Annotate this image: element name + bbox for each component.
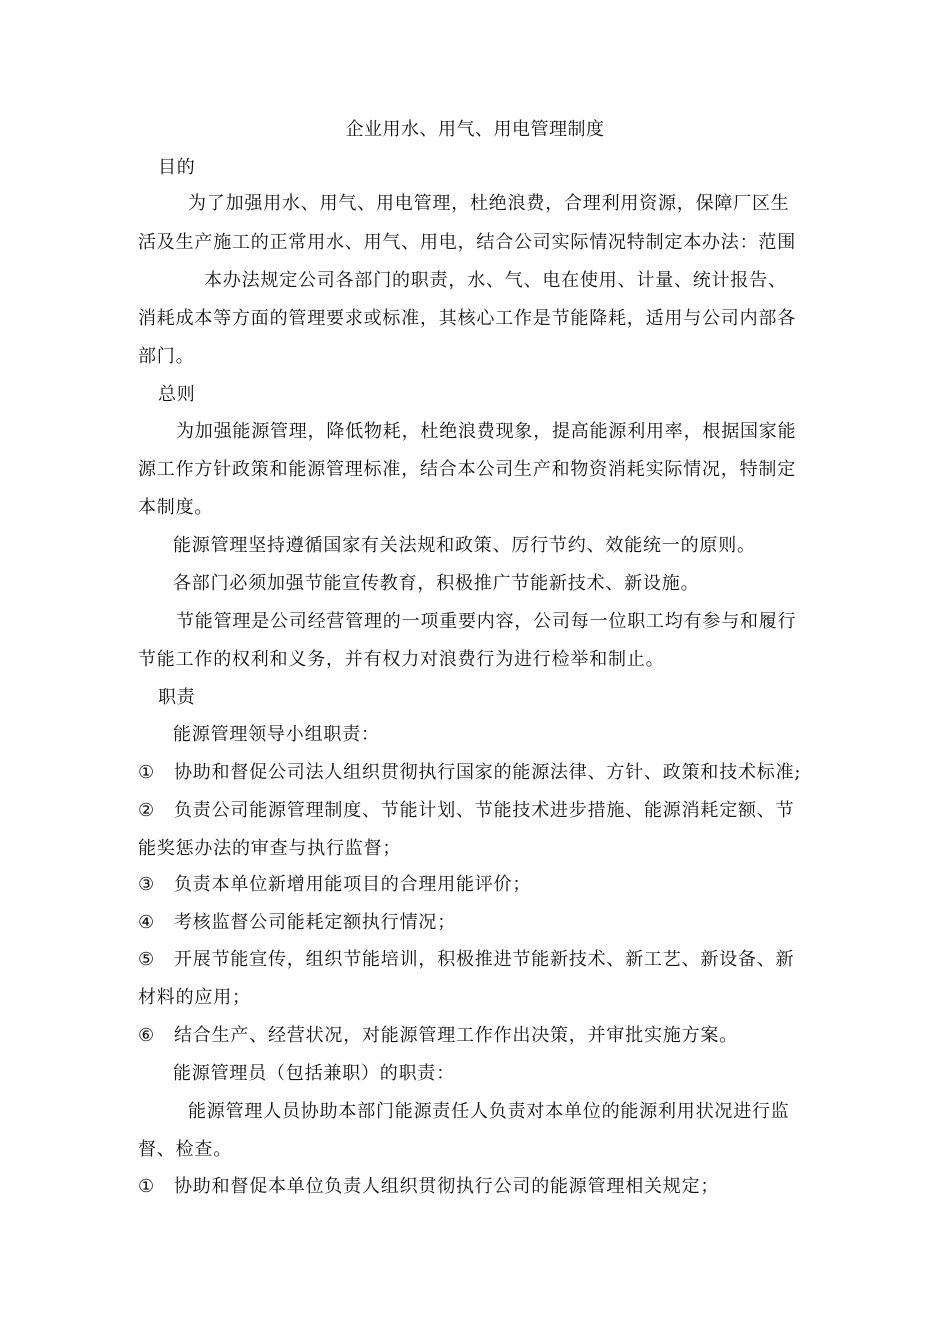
list-number: ⑤	[138, 949, 155, 970]
paragraph-line: 活及生产施工的正常用水、用气、用电，结合公司实际情况特制定本办法：范围	[138, 232, 797, 253]
section-heading-purpose: 目的	[158, 157, 196, 178]
list-number: ④	[138, 912, 155, 933]
paragraph-line: 源工作方针政策和能源管理标准，结合本公司生产和物资消耗实际情况，特制定	[138, 459, 796, 480]
list-number: ②	[138, 800, 155, 821]
list-number: ⑥	[138, 1025, 155, 1046]
paragraph-line: 各部门必须加强节能宣传教育，积极推广节能新技术、新设施。	[173, 573, 700, 594]
list-number: ①	[138, 1176, 155, 1197]
list-number: ③	[138, 874, 155, 895]
paragraph-line: 部门。	[138, 346, 195, 367]
subheading-line: 能源管理领导小组职责：	[173, 724, 380, 745]
list-item: ① 协助和督促公司法人组织贯彻执行国家的能源法律、方针、政策和技术标准;	[138, 759, 801, 787]
paragraph-line: 消耗成本等方面的管理要求或标准，其核心工作是节能降耗，适用与公司内部各	[138, 308, 796, 329]
paragraph-line: 为加强能源管理，降低物耗，杜绝浪费现象，提高能源利用率，根据国家能	[176, 421, 797, 442]
list-item: ① 协助和督促本单位负责人组织贯彻执行公司的能源管理相关规定；	[138, 1173, 719, 1201]
list-item: ③ 负责本单位新增用能项目的合理用能评价；	[138, 871, 531, 899]
section-heading-general: 总则	[158, 384, 196, 405]
list-number: ①	[138, 762, 155, 783]
paragraph-line: 能奖惩办法的审查与执行监督；	[138, 838, 402, 859]
paragraph-line: 能源管理人员协助本部门能源责任人负责对本单位的能源利用状况进行监	[188, 1101, 790, 1122]
paragraph-line: 本制度。	[138, 497, 214, 518]
section-heading-duties: 职责	[158, 687, 196, 708]
list-item: ⑥ 结合生产、经营状况，对能源管理工作作出决策，并审批实施方案。	[138, 1022, 738, 1050]
paragraph-line: 督、检查。	[138, 1139, 232, 1160]
paragraph-line: 为了加强用水、用气、用电管理，杜绝浪费，合理利用资源，保障厂区生	[188, 193, 790, 214]
paragraph-line: 能源管理坚持遵循国家有关法规和政策、厉行节约、效能统一的原则。	[173, 535, 756, 556]
list-item: ④ 考核监督公司能耗定额执行情况；	[138, 909, 456, 937]
document-title: 企业用水、用气、用电管理制度	[345, 119, 605, 140]
paragraph-line: 节能管理是公司经营管理的一项重要内容，公司每一位职工均有参与和履行	[176, 611, 797, 632]
subheading-line: 能源管理员（包括兼职）的职责：	[173, 1063, 455, 1084]
list-item: ② 负责公司能源管理制度、节能计划、节能技术进步措施、能源消耗定额、节	[138, 797, 794, 825]
paragraph-line: 材料的应用；	[138, 987, 251, 1008]
paragraph-line: 本办法规定公司各部门的职责，水、气、电在使用、计量、统计报告、	[204, 270, 787, 291]
section-heading-scope: 范围	[758, 232, 797, 253]
list-item: ⑤ 开展节能宣传，组织节能培训，积极推进节能新技术、新工艺、新设备、新	[138, 946, 794, 974]
paragraph-line: 节能工作的权利和义务，并有权力对浪费行为进行检举和制止。	[138, 649, 665, 670]
